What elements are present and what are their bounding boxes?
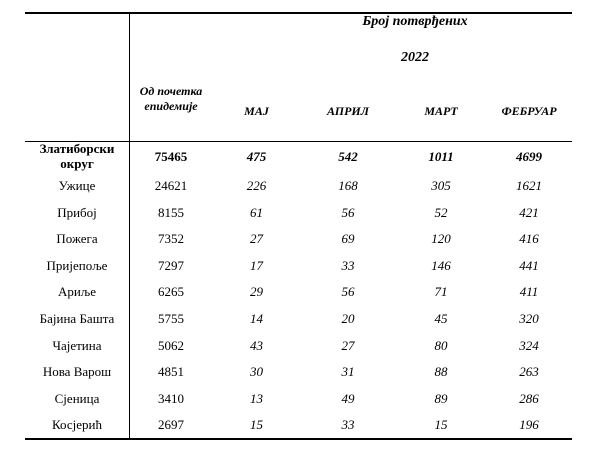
cell-april: 33: [341, 257, 355, 273]
table-row: [25, 411, 572, 438]
cell-since: 6265: [158, 284, 184, 300]
header-month-april: АПРИЛ: [327, 104, 369, 118]
cell-april: 69: [341, 231, 355, 247]
cell-april: 56: [341, 284, 355, 300]
cell-may: 17: [250, 257, 263, 273]
cell-may: 29: [250, 284, 263, 300]
cell-february: 320: [519, 311, 539, 326]
table-row: [25, 385, 572, 412]
cell-since: 2697: [158, 417, 184, 433]
header-title: Број потврђених: [362, 14, 468, 29]
cell-march: 88: [434, 364, 448, 380]
total-march: 1011: [428, 148, 454, 164]
cell-february: 411: [519, 284, 539, 300]
municipality-name: Сјеница: [54, 390, 100, 406]
cell-since: 5062: [158, 337, 184, 353]
cell-may: 43: [250, 337, 263, 353]
total-name: Златиборски округ: [39, 141, 115, 171]
municipality-name: Ариље: [57, 284, 97, 300]
header-since-epidemic: Од почетка епидемије: [139, 84, 203, 113]
header-month-march: МАРТ: [424, 104, 458, 118]
cell-since: 3410: [158, 390, 184, 406]
cell-march: 146: [431, 257, 451, 273]
cell-april: 20: [341, 311, 355, 326]
cell-may: 27: [250, 231, 263, 247]
cell-february: 286: [519, 390, 539, 406]
cell-april: 33: [341, 417, 355, 433]
header-year: 2022: [401, 50, 429, 65]
table-row: [25, 225, 572, 252]
cell-february: 263: [519, 364, 539, 380]
total-april: 542: [338, 148, 358, 164]
cell-march: 45: [434, 311, 448, 326]
cell-may: 61: [250, 204, 263, 220]
cell-march: 71: [434, 284, 448, 300]
cell-may: 30: [250, 364, 263, 380]
cell-february: 416: [519, 231, 539, 247]
table-row: [25, 172, 572, 199]
municipality-name: Бајина Башта: [39, 311, 115, 326]
cell-may: 15: [250, 417, 263, 433]
cell-since: 5755: [158, 311, 184, 326]
cell-april: 31: [341, 364, 355, 380]
municipality-name: Нова Варош: [42, 364, 112, 380]
header-month-may: МАЈ: [244, 104, 269, 118]
cell-march: 120: [431, 231, 451, 247]
cell-february: 196: [519, 417, 539, 433]
cell-may: 13: [250, 390, 263, 406]
table-row: [25, 332, 572, 359]
total-since: 75465: [154, 148, 188, 164]
cell-april: 49: [341, 390, 355, 406]
cell-april: 168: [338, 178, 358, 193]
cell-since: 24621: [154, 178, 188, 193]
municipality-name: Косјерић: [52, 417, 102, 433]
header-month-february: ФЕБРУАР: [501, 104, 557, 118]
table-row: [25, 252, 572, 279]
municipality-name: Ужице: [58, 178, 96, 193]
cell-march: 52: [434, 204, 448, 220]
cell-april: 27: [341, 337, 355, 353]
cell-march: 89: [434, 390, 448, 406]
municipality-name: Пријепоље: [46, 257, 108, 273]
table-row: [25, 199, 572, 226]
cell-february: 1621: [516, 178, 542, 193]
cell-february: 421: [519, 204, 539, 220]
table-row: [25, 358, 572, 385]
total-february: 4699: [516, 148, 542, 164]
cell-march: 80: [434, 337, 448, 353]
cell-march: 15: [434, 417, 448, 433]
municipality-name: Прибој: [57, 204, 97, 220]
municipality-name: Чајетина: [52, 337, 102, 353]
cell-since: 7297: [158, 257, 184, 273]
table-row: [25, 278, 572, 305]
confirmed-cases-table: [25, 12, 572, 438]
cell-may: 226: [246, 178, 267, 193]
table-row: [25, 305, 572, 332]
cell-april: 56: [341, 204, 355, 220]
cell-since: 8155: [158, 204, 184, 220]
cell-february: 441: [519, 257, 539, 273]
cell-since: 7352: [158, 231, 184, 247]
municipality-name: Пожега: [56, 231, 98, 247]
cell-since: 4851: [158, 364, 184, 380]
cell-february: 324: [519, 337, 539, 353]
total-row: [25, 140, 572, 172]
total-may: 475: [246, 148, 267, 164]
cell-may: 14: [250, 311, 263, 326]
cell-march: 305: [431, 178, 451, 193]
